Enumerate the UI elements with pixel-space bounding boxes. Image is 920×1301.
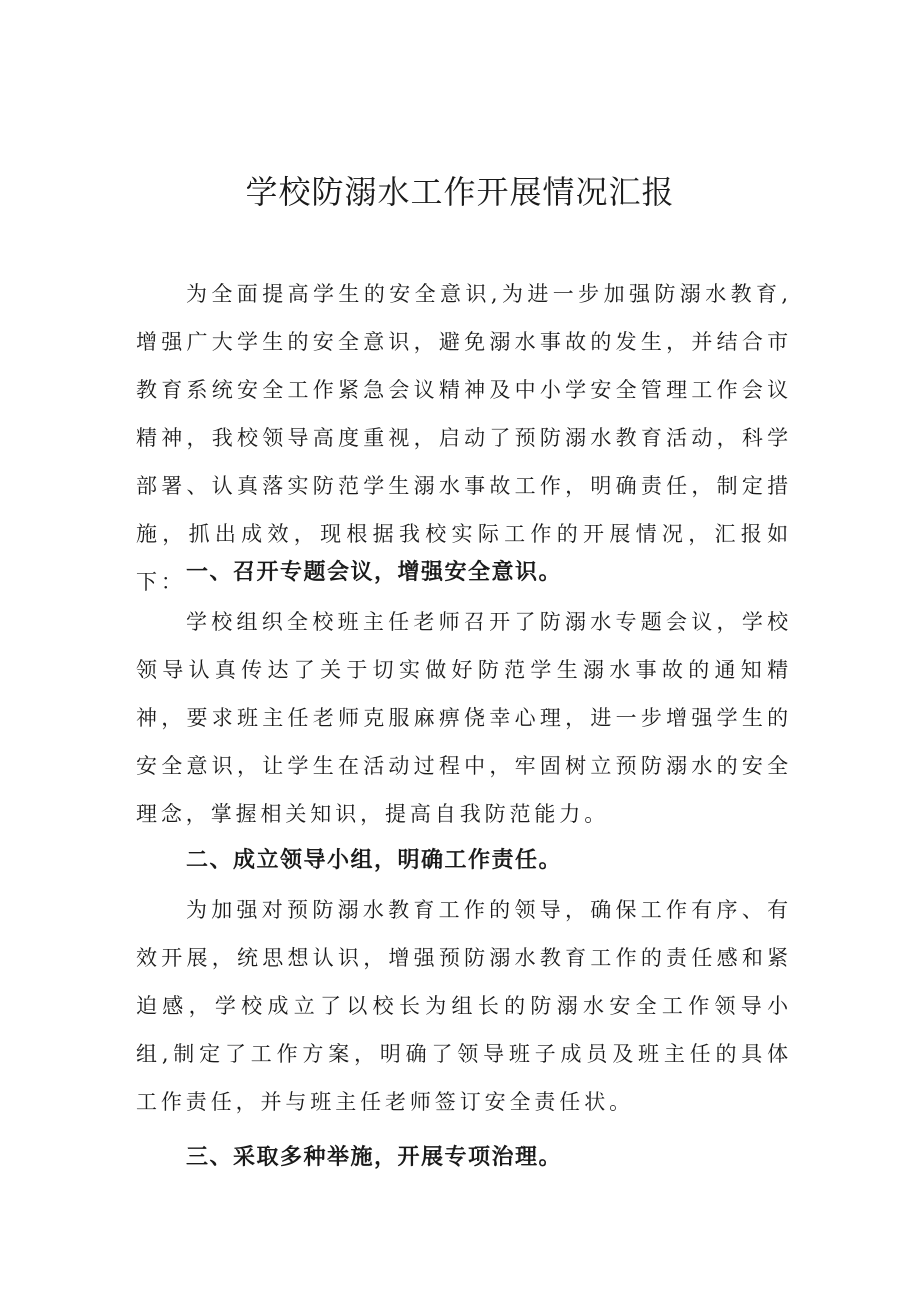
- section-1-body: 学校组织全校班主任老师召开了防溺水专题会议，学校领导认真传达了关于切实做好防范学生溺水事故的通知精神，要求班主任老师克服麻痹侥幸心理，进一步增强学生的安全意识，让学生在活动过程中，牢固树立预防溺水的安全理念，掌握相关知识，提高自我防范能力。: [136, 610, 792, 826]
- document-title: 学校防溺水工作开展情况汇报: [245, 173, 675, 211]
- intro-paragraph: 为全面提高学生的安全意识,为进一步加强防溺水教育,增强广大学生的安全意识，避免溺水事故的发生，并结合市教育系统安全工作紧急会议精神及中小学安全管理工作会议精神，我校领导高度重视，启动了预防溺水教育活动，科学部署、认真落实防范学生溺水事故工作，明确责任，制定措施，抓出成效，现根据我校实际工作的开展情况，汇报如下：: [136, 282, 792, 594]
- section-1-heading: 一、召开专题会议，增强安全意识。: [186, 560, 563, 585]
- section-2-heading: 二、成立领导小组，明确工作责任。: [186, 848, 563, 873]
- section-3-heading: 三、采取多种举施，开展专项治理。: [186, 1145, 563, 1170]
- section-2-body: 为加强对预防溺水教育工作的领导，确保工作有序、有效开展，统思想认识，增强预防溺水教育工作的责任感和紧迫感，学校成立了以校长为组长的防溺水安全工作领导小组,制定了工作方案，明确了领导班子成员及班主任的具体工作责任，并与班主任老师签订安全责任状。: [136, 898, 792, 1114]
